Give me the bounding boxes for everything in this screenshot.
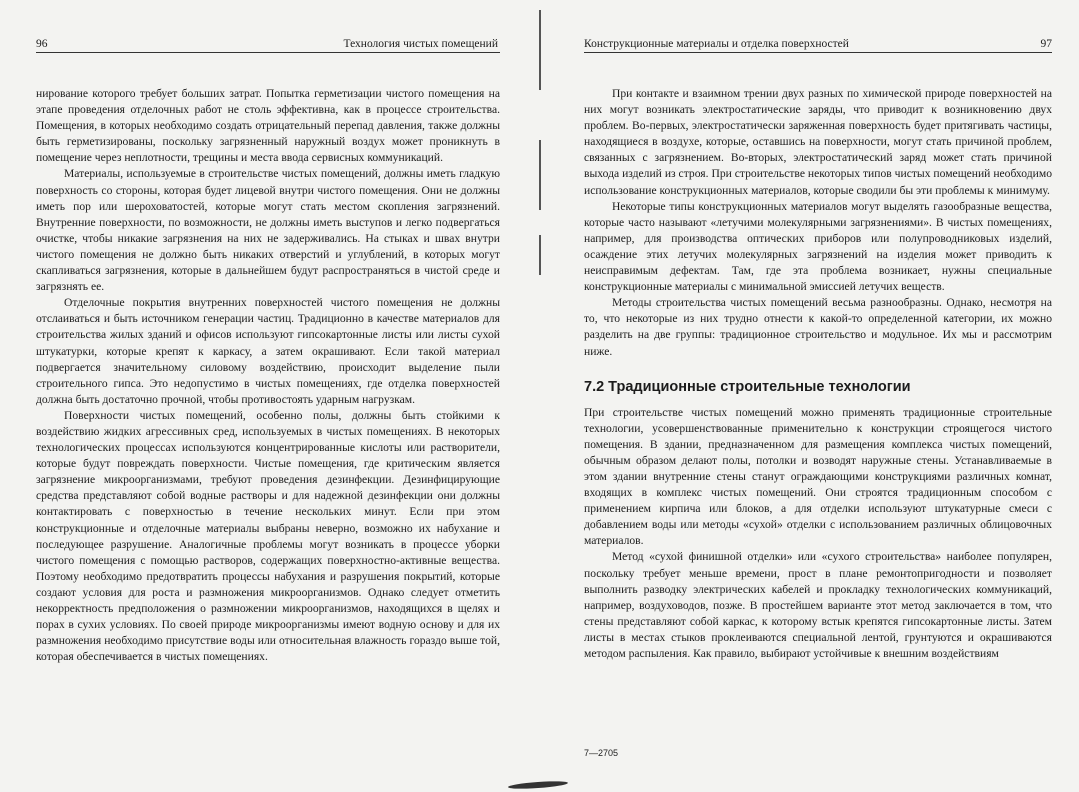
right-page-number: 97 [1040,38,1052,50]
left-running-title: Технология чистых помещений [343,38,498,50]
right-page-header [584,36,1052,53]
left-page-number: 96 [36,38,48,50]
right-paragraph-3: Методы строительства чистых помещений весьма разнообразны. Однако, несмотря на то, что некоторые из них трудно отнести к какой-то определенной категории, их можно разделить на две группы: традиционное строительство и модульное. Их мы и рассмотрим ниже. [584,296,1052,358]
right-page [540,0,1079,792]
right-paragraph-2: Некоторые типы конструкционных материалов могут выделять газообразные вещества, которые часто называют «летучими молекулярными загрязнениями». В чистых помещениях, например, для производства оптических приборов или полупроводниковых изделий, осаждение этих летучих молекулярных загрязнений на изделия может приводить к неисправимым дефектам. Там, где эта проблема возникает, нужны специальные конструкционные материалы с минимальной эмиссией летучих веществ. [584,199,1052,294]
right-running-title: Конструкционные материалы и отделка поверхностей [584,38,849,50]
printer-signature: 7—2705 [584,748,619,758]
left-paragraph-2: Материалы, используемые в строительстве чистых помещений, должны иметь гладкую поверхность со стороны, которая будет лицевой внутри чистого помещения. Они не должны иметь пор или шероховатостей, которые могут стать местом скопления загрязнений. Внутренние поверхности, по возможности, не должны иметь выступов и легко подвергаться очистке, чтобы никакие загрязнения на них не задерживались. На стыках и швах внутри чистого помещения не должно быть никаких отверстий и углублений, в которых могут скапливаться загрязнения, которые в дальнейшем будут распространяться в чистой среде и загрязнять ее. [36,167,500,294]
left-page-body [36,86,500,665]
right-page-body [584,86,1052,662]
left-paragraph-1: нирование которого требует больших затрат. Попытка герметизации чистого помещения на этапе проведения отделочных работ не столь эффективна, как в процессе строительства. Помещения, в которых необходимо создать отрицательный перепад давления, также должны быть герметизированы, поскольку загрязненный наружный воздух может проникнуть в помещение через неплотности, трещины и места ввода сервисных коммуникаций. [36,87,500,165]
right-paragraph-4: При строительстве чистых помещений можно применять традиционные строительные технологии, усовершенствованные применительно к конструкции строящегося чистого помещения. В здании, предназначенном для размещения комплекса чистых помещений, обычным образом делают полы, потолки и возводят наружные стены. Устанавливаемые в этом здании внутренние стены станут ограждающими конструкциями различных комнат, входящих в комплекс чистых помещений. Они строятся традиционным способом с применением кирпича или блоков, а для отделки используют штукатурные смеси с добавлением воды или методы «сухой» отделки с использованием различных облицовочных материалов. [584,405,1052,548]
section-heading: 7.2 Традиционные строительные технологии [584,378,911,395]
left-page-header [36,36,500,53]
left-paragraph-3: Отделочные покрытия внутренних поверхностей чистого помещения не должны отслаиваться и быть источником генерации частиц. Традиционно в качестве материалов для строительства жилых зданий и офисов используют гипсокартонные листы или листы сухой штукатурки, которые крепят к каркасу, а затем окрашивают. Если такой материал подвергается значительному силовому воздействию, происходит выделение пыли строительного гипса. Это недопустимо в чистых помещениях, где отделка поверхностей должна быть достаточно прочной, чтобы противостоять ударным нагрузкам. [36,296,500,406]
right-paragraph-5: Метод «сухой финишной отделки» или «сухого строительства» наиболее популярен, поскольку требует меньше времени, прост в плане ремонтопригодности и позволяет выполнить разводку электрических кабелей и прокладку технологических коммуникаций, например, воздуховодов, позже. В простейшем варианте этот метод заключается в том, что стены представляют собой каркас, к которому встык крепятся гипсокартонные листы. Затем листы в местах стыков проклеиваются специальной лентой, грунтуются и окрашиваются методом распыления. Как правило, выбирают устойчивые к внешним воздействиям [584,550,1052,660]
right-paragraph-1: При контакте и взаимном трении двух разных по химической природе поверхностей на них могут возникать электростатические заряды, что приводит к возникновению двух проблем. Во-первых, электростатически заряженная поверхность будет притягивать частицы, находящиеся в воздухе, которые, оставшись на поверхности, могут стать причиной проблем, связанных с загрязнением. Во-вторых, электростатический заряд может стать причиной выхода изделий из строя. При строительстве некоторых типов чистых помещений необходимо использование конструкционных материалов, которые сводили бы эти проблемы к минимуму. [584,87,1052,197]
left-paragraph-4: Поверхности чистых помещений, особенно полы, должны быть стойкими к воздействию жидких агрессивных сред, используемых в чистых помещениях. В некоторых технологических процессах используются концентрированные кислоты или растворители, которые будут повреждать поверхности. Чистые помещения, где критическим является загрязнение микроорганизмами, требуют проведения дезинфекции. Дезинфицирующие средства представляют собой водные растворы и для надежной дезинфекции они должны контактировать с поверхностью в течение нескольких минут. Если при этом конструкционные и отделочные материалы выбраны неверно, возможно их набухание и последующее разрушение. Аналогичные проблемы могут возникать в процессе уборки чистого помещения с помощью растворов, содержащих поверхностно-активные вещества. Поэтому необходимо предотвратить процессы набухания и разрушения покрытий, которые создают условия для роста и размножения микроорганизмов. Однако следует отметить некорректность предположения о размножении микроорганизмов, находящихся в щелях и порах в сухих условиях. По своей природе микроорганизмы имеют водную основу и для их размножения необходимо присутствие воды или относительная влажность гораздо выше той, которая обеспечивается в чистых помещениях. [36,408,500,664]
